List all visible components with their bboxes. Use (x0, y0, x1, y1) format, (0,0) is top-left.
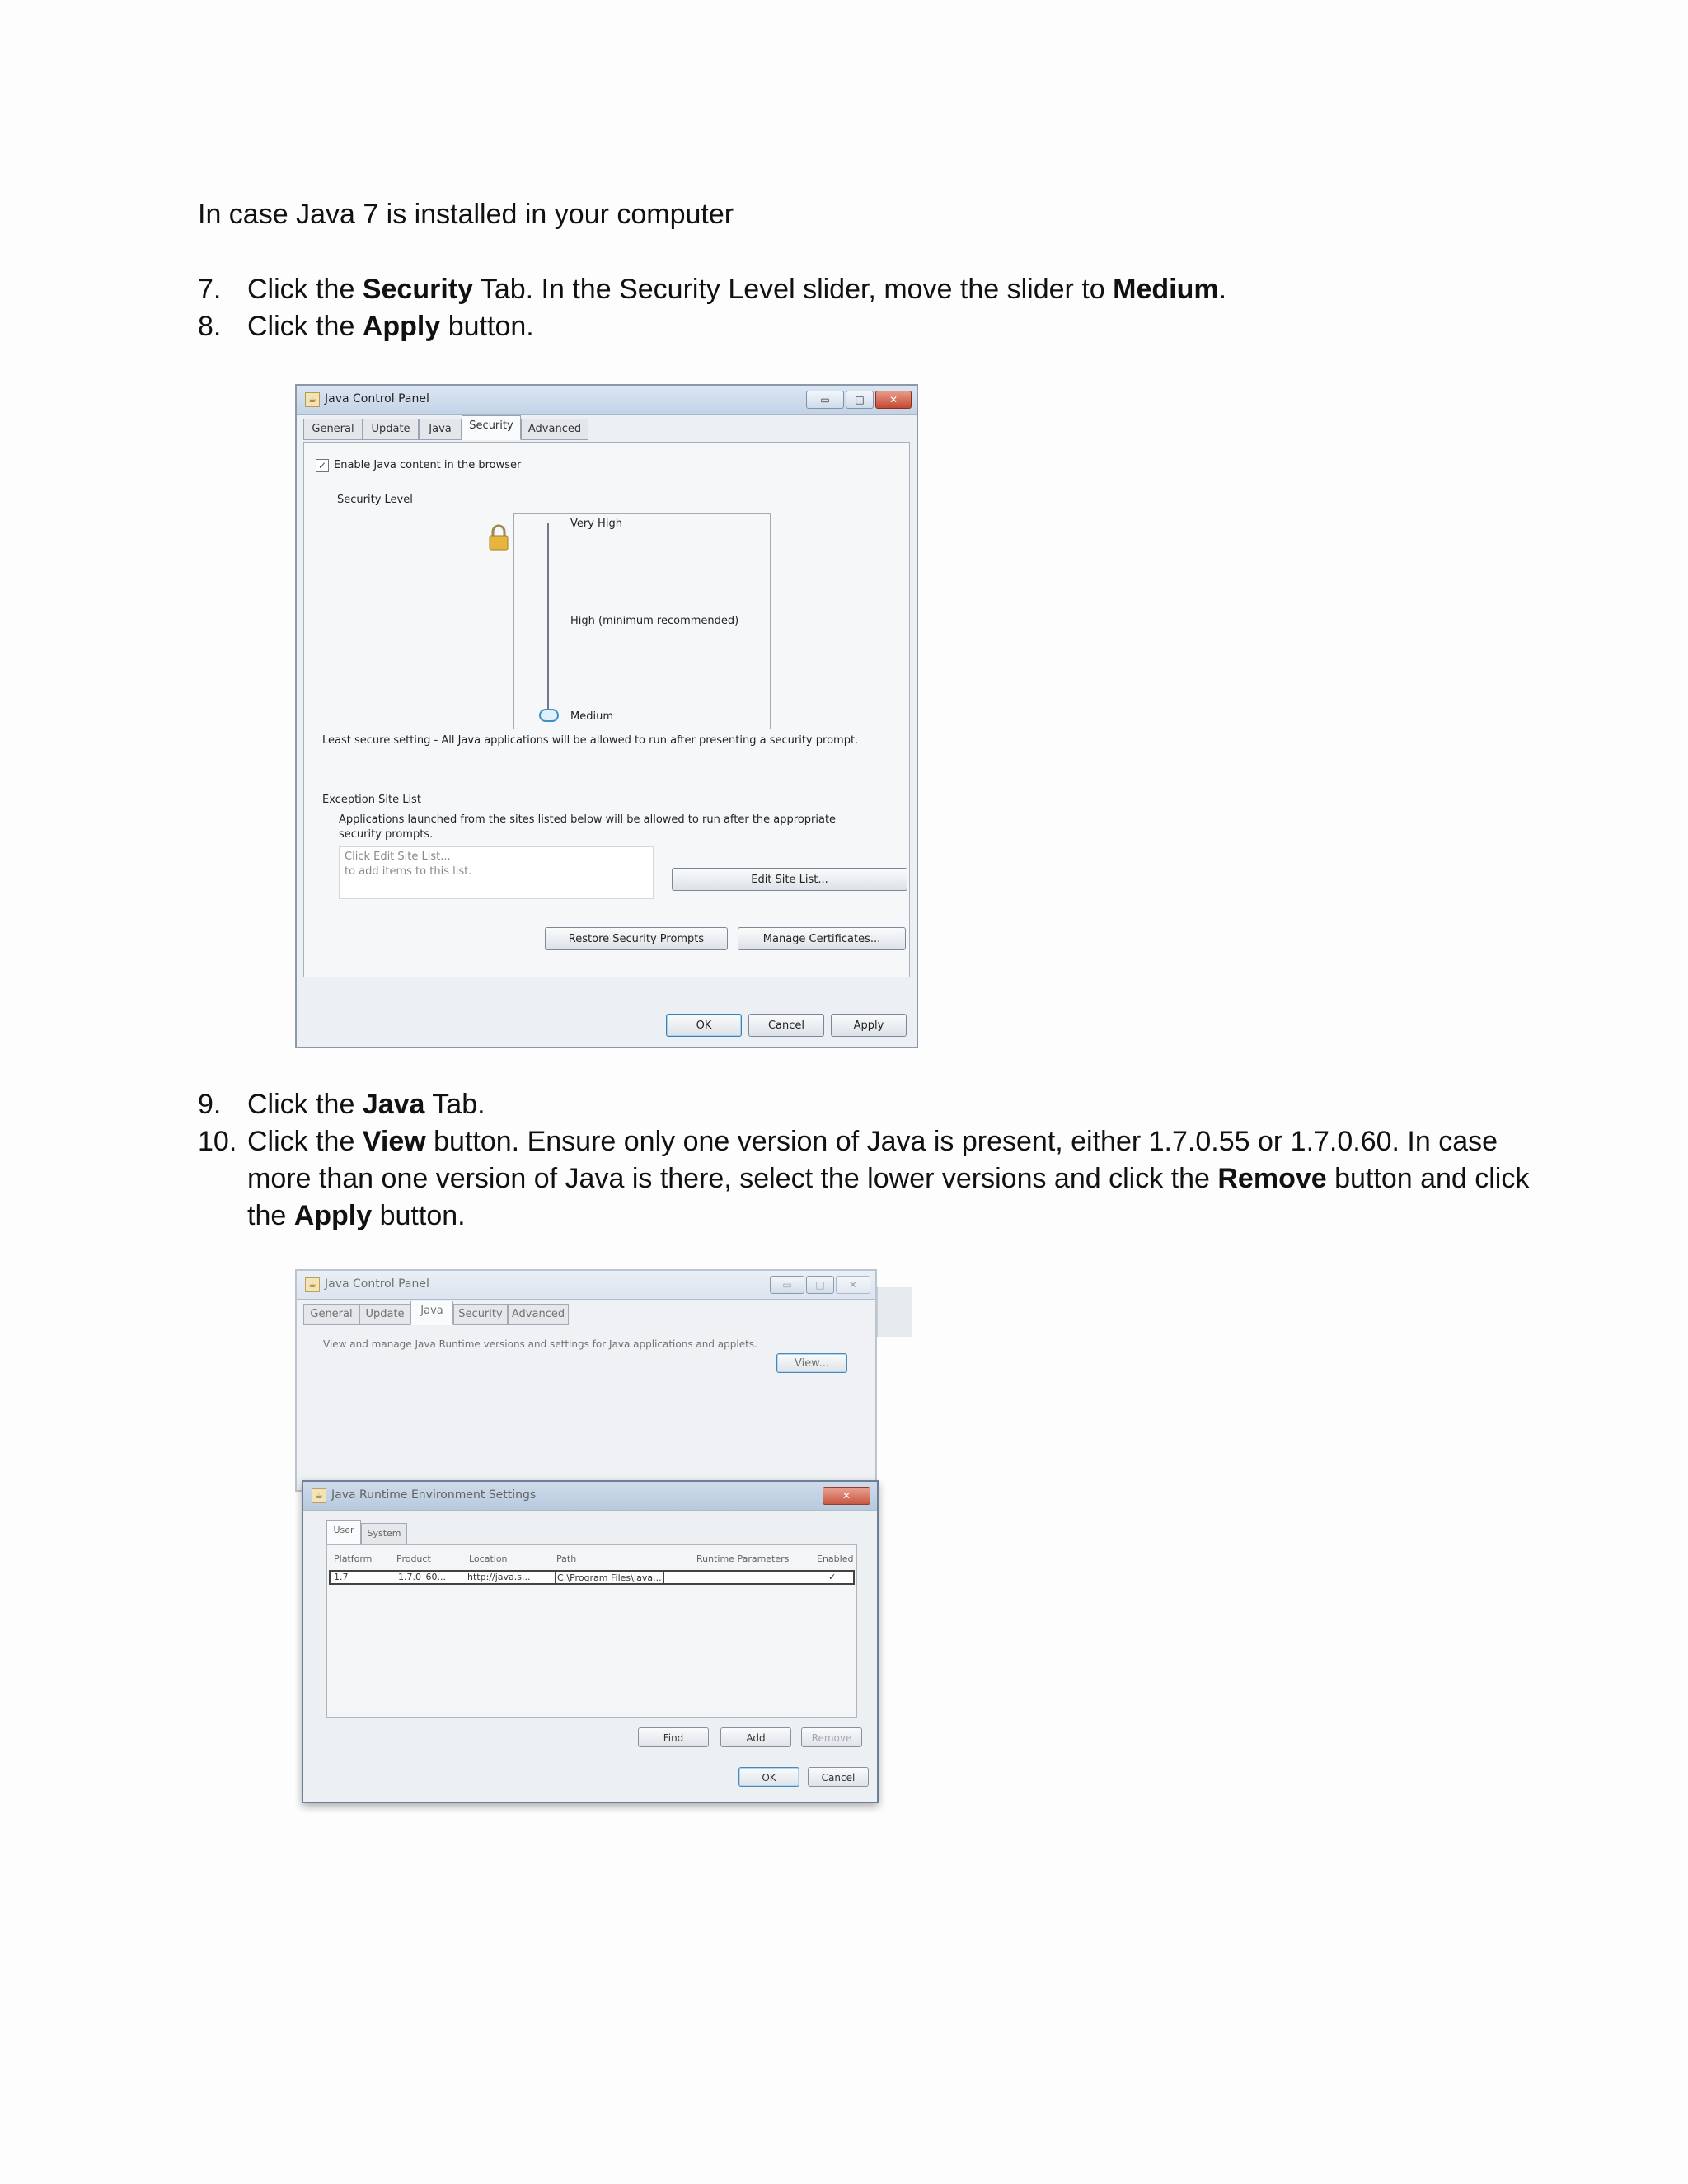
java-icon: ☕ (305, 1277, 320, 1292)
step-number: 9. (198, 1089, 222, 1120)
col-product[interactable]: Product (396, 1554, 431, 1564)
tab-java[interactable]: Java (410, 1301, 453, 1325)
cancel-button[interactable]: Cancel (748, 1014, 824, 1037)
title-bar (303, 1482, 877, 1511)
minimize-button[interactable]: ▭ (770, 1276, 804, 1294)
java-control-panel-window (295, 1269, 877, 1492)
add-button[interactable]: Add (720, 1727, 791, 1747)
jre-ok-button[interactable]: OK (738, 1767, 799, 1787)
maximize-button[interactable]: □ (846, 391, 874, 409)
title-bar (297, 386, 917, 415)
title-bar (297, 1271, 875, 1300)
java-tab-screenshot (295, 1269, 912, 1813)
step-number: 7. (198, 274, 222, 305)
jre-cancel-button[interactable]: Cancel (808, 1767, 869, 1787)
security-slider-box (513, 513, 771, 729)
manage-certificates-button[interactable]: Manage Certificates... (738, 927, 906, 950)
lock-icon (487, 523, 510, 551)
enable-java-label: Enable Java content in the browser (334, 459, 522, 471)
col-path[interactable]: Path (556, 1554, 577, 1564)
tab-update[interactable]: Update (363, 419, 419, 440)
jre-dialog-title: Java Runtime Environment Settings (331, 1488, 537, 1502)
minimize-button[interactable]: ▭ (806, 391, 844, 409)
tab-general[interactable]: General (303, 1304, 359, 1325)
col-enabled[interactable]: Enabled (817, 1554, 854, 1564)
ok-button[interactable]: OK (666, 1014, 742, 1037)
maximize-button[interactable]: □ (806, 1276, 834, 1294)
step-number: 8. (198, 311, 222, 342)
jre-close-button[interactable]: ✕ (823, 1487, 870, 1505)
remove-button[interactable]: Remove (801, 1727, 862, 1747)
java-control-panel-security-screenshot (295, 384, 918, 1048)
security-panel (303, 442, 910, 977)
edit-site-list-button[interactable]: Edit Site List... (672, 868, 907, 891)
level-very-high: Very High (570, 518, 622, 530)
jre-table-panel (326, 1544, 857, 1718)
site-list-hint-1: Click Edit Site List... (345, 851, 451, 863)
slider-track (547, 523, 549, 714)
level-medium: Medium (570, 710, 613, 723)
find-button[interactable]: Find (638, 1727, 709, 1747)
cell-path[interactable]: C:\Program Files\Java... (555, 1572, 664, 1584)
jre-table-header (327, 1554, 856, 1570)
view-button[interactable]: View... (776, 1353, 847, 1373)
tab-user[interactable]: User (326, 1520, 361, 1544)
apply-button[interactable]: Apply (831, 1014, 907, 1037)
tab-system[interactable]: System (361, 1523, 407, 1544)
enable-java-checkbox[interactable]: ✓ (316, 459, 329, 472)
tab-update[interactable]: Update (359, 1304, 410, 1325)
slider-thumb[interactable] (539, 709, 559, 722)
window-title: Java Control Panel (325, 392, 429, 405)
col-runtime-parameters[interactable]: Runtime Parameters (696, 1554, 790, 1564)
cell-location[interactable]: http://java.s... (467, 1572, 531, 1582)
tab-security[interactable]: Security (453, 1304, 508, 1325)
site-list-hint-2: to add items to this list. (345, 865, 472, 878)
java-icon: ☕ (305, 392, 320, 407)
tab-java[interactable]: Java (419, 419, 462, 440)
exception-desc-2: security prompts. (339, 828, 434, 841)
close-button[interactable]: ✕ (836, 1276, 870, 1294)
jre-settings-dialog (302, 1480, 879, 1803)
tab-advanced[interactable]: Advanced (508, 1304, 569, 1325)
window-title: Java Control Panel (325, 1277, 429, 1291)
exception-desc-1: Applications launched from the sites listed below will be allowed to run after the appropriate (339, 813, 837, 826)
cell-platform[interactable]: 1.7 (334, 1572, 349, 1582)
level-high: High (minimum recommended) (570, 615, 739, 627)
table-row[interactable] (329, 1570, 855, 1585)
restore-security-prompts-button[interactable]: Restore Security Prompts (545, 927, 728, 950)
exception-site-list-title: Exception Site List (322, 794, 421, 806)
col-platform[interactable]: Platform (334, 1554, 373, 1564)
exception-site-list-box[interactable] (339, 846, 654, 899)
col-location[interactable]: Location (469, 1554, 508, 1564)
close-button[interactable]: ✕ (875, 391, 912, 409)
intro-text: In case Java 7 is installed in your computer (198, 199, 734, 230)
least-secure-text: Least secure setting - All Java applications will be allowed to run after presenting a security prompt. (322, 734, 859, 747)
security-level-label: Security Level (337, 494, 413, 506)
java-tab-description: View and manage Java Runtime versions and settings for Java applications and applets. (323, 1338, 757, 1350)
step-number: 10. (198, 1126, 237, 1157)
tab-general[interactable]: General (303, 419, 363, 440)
cell-enabled-checkbox[interactable]: ✓ (828, 1572, 837, 1582)
tab-security[interactable]: Security (462, 415, 521, 440)
tab-advanced[interactable]: Advanced (521, 419, 588, 440)
cell-product[interactable]: 1.7.0_60... (398, 1572, 446, 1582)
background-window-edge (877, 1287, 912, 1337)
java-icon: ☕ (312, 1488, 326, 1503)
